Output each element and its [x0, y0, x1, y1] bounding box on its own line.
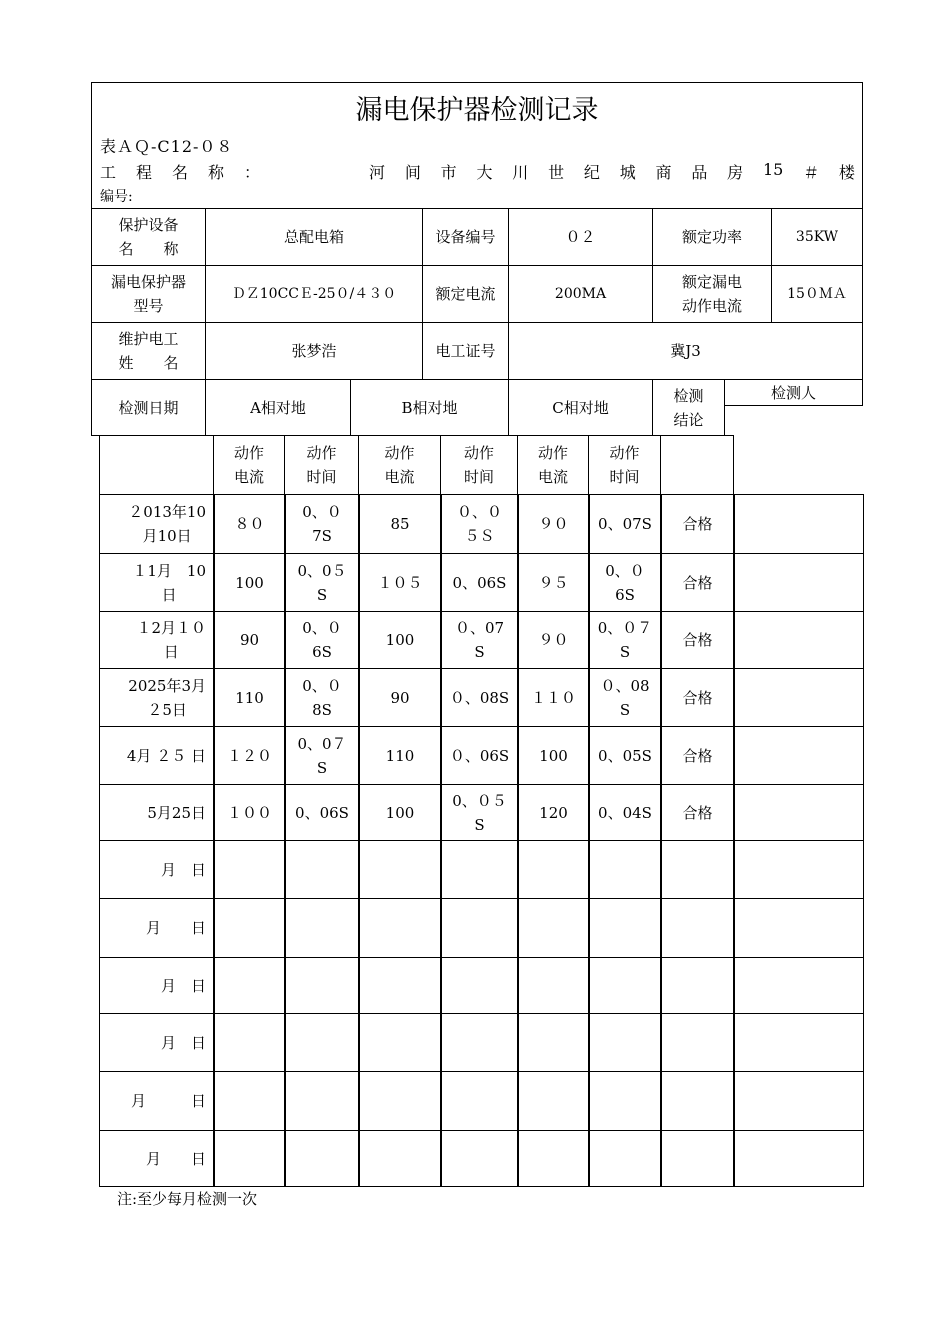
cell-b-t: ０、07 S [440, 611, 519, 669]
subheader-c-time: 动作 时间 [588, 435, 661, 495]
date-header: 检测日期 [91, 379, 206, 436]
cell-date: １2月１０ 日 [99, 611, 215, 669]
cell-result: 合格 [660, 726, 735, 785]
rated-power-value: 35KW [771, 208, 863, 266]
page-title: 漏电保护器检测记录 [355, 95, 599, 126]
cell-c-t [588, 898, 662, 958]
cell-b-t: ０、０ ５Ｓ [440, 494, 519, 554]
cell-b-i [358, 1013, 442, 1072]
phase-b-header: B相对地 [350, 379, 509, 436]
subheader-b-time: 动作 时间 [440, 435, 518, 495]
cell-a-i [213, 1013, 286, 1072]
cell-result: 合格 [660, 553, 735, 612]
cell-person [733, 840, 864, 899]
cell-b-i [358, 840, 442, 899]
cell-b-i [358, 957, 442, 1014]
cell-a-i: １００ [213, 784, 286, 841]
cell-a-t: 0、0５ S [284, 553, 360, 612]
cell-result [660, 1013, 735, 1072]
cell-date: 月 日 [99, 840, 215, 899]
cell-b-i: １０５ [358, 553, 442, 612]
cell-b-t [440, 1013, 519, 1072]
cell-a-i: 110 [213, 668, 286, 727]
project-label-char: 称 [207, 163, 224, 182]
cell-b-i: 110 [358, 726, 442, 785]
cell-b-i: 100 [358, 784, 442, 841]
cell-a-t: 0、0７ S [284, 726, 360, 785]
conclusion-header: 检测 结论 [652, 379, 725, 436]
model-label: 漏电保护器 型号 [91, 265, 206, 323]
cell-c-i: １１０ [517, 668, 590, 727]
cell-a-i: 100 [213, 553, 286, 612]
cell-b-t [440, 840, 519, 899]
cell-b-t: 0、06S [440, 553, 519, 612]
cell-person [733, 494, 864, 554]
cell-a-i [213, 957, 286, 1014]
device-name-value: 总配电箱 [205, 208, 423, 266]
cell-person [733, 898, 864, 958]
subheader-b-current: 动作 电流 [358, 435, 441, 495]
cell-b-t: ０、06S [440, 726, 519, 785]
cert-label: 电工证号 [422, 322, 509, 380]
project-value-char: ＃ [803, 163, 820, 182]
electrician-label: 维护电工 姓 名 [91, 322, 206, 380]
cell-person [733, 553, 864, 612]
cell-b-i: 90 [358, 668, 442, 727]
project-value-char: 城 [619, 163, 636, 182]
form-code: 表ＡＱ-C12-０８ [100, 137, 234, 156]
device-name-label: 保护设备 名 称 [91, 208, 206, 266]
cell-c-t [588, 1071, 662, 1131]
project-value [369, 160, 855, 183]
project-label [100, 160, 260, 183]
cell-result: 合格 [660, 784, 735, 841]
cell-b-i [358, 1130, 442, 1187]
model-value: ＤＺ10CCＥ-25０/４３０ [205, 265, 423, 323]
cell-c-i: ９５ [517, 553, 590, 612]
cell-c-i [517, 1013, 590, 1072]
cell-a-t: 0、０ 7S [284, 494, 360, 554]
cell-date: 4月 ２５ 日 [99, 726, 215, 785]
cell-result [660, 1130, 735, 1187]
cell-b-i [358, 1071, 442, 1131]
cell-a-t [284, 1071, 360, 1131]
project-value-char: 房 [727, 163, 744, 182]
cell-result [660, 898, 735, 958]
inspector-header: 检测人 [724, 379, 863, 406]
electrician-value: 张梦浩 [205, 322, 423, 380]
cert-value: 冀J3 [508, 322, 863, 380]
cell-person [733, 784, 864, 841]
cell-a-t [284, 957, 360, 1014]
cell-c-t [588, 840, 662, 899]
cell-result: 合格 [660, 668, 735, 727]
cell-c-i [517, 1130, 590, 1187]
cell-c-i [517, 957, 590, 1014]
cell-c-t [588, 1013, 662, 1072]
cell-date: 5月25日 [99, 784, 215, 841]
project-label-char: 程 [135, 163, 152, 182]
cell-c-t: ０、08 S [588, 668, 662, 727]
cell-a-i [213, 1130, 286, 1187]
cell-c-t [588, 1130, 662, 1187]
cell-person [733, 1130, 864, 1187]
project-value-char: 世 [548, 163, 565, 182]
cell-person [733, 668, 864, 727]
cell-c-i: 120 [517, 784, 590, 841]
project-name-line [100, 160, 855, 183]
cell-c-t: 0、05S [588, 726, 662, 785]
project-value-char: 15 [762, 160, 784, 179]
project-label-char: 工 [100, 163, 117, 182]
cell-date: 月 日 [99, 1013, 215, 1072]
subheader-a-current: 动作 电流 [213, 435, 285, 495]
cell-person [733, 957, 864, 1014]
cell-a-i: 90 [213, 611, 286, 669]
cell-c-t: 0、04S [588, 784, 662, 841]
project-value-char: 大 [476, 163, 493, 182]
cell-b-t [440, 898, 519, 958]
cell-a-t [284, 898, 360, 958]
rated-power-label: 额定功率 [652, 208, 772, 266]
cell-a-i [213, 840, 286, 899]
cell-a-t: 0、０ 8S [284, 668, 360, 727]
subheader-a-time: 动作 时间 [284, 435, 359, 495]
cell-result: 合格 [660, 611, 735, 669]
cell-date: 月 日 [99, 898, 215, 958]
cell-c-t: 0、０７ S [588, 611, 662, 669]
cell-result [660, 840, 735, 899]
cell-b-t [440, 1130, 519, 1187]
cell-a-t: 0、06S [284, 784, 360, 841]
project-value-char: 市 [440, 163, 457, 182]
project-value-char: 河 [369, 163, 386, 182]
rated-leak-value: 15０ＭＡ [771, 265, 863, 323]
cell-a-t [284, 840, 360, 899]
cell-c-i: ９０ [517, 611, 590, 669]
cell-a-t: 0、０ 6S [284, 611, 360, 669]
device-no-label: 设备编号 [422, 208, 509, 266]
project-value-char: 间 [404, 163, 421, 182]
cell-b-i [358, 898, 442, 958]
project-value-char: 川 [512, 163, 529, 182]
cell-date: 月 日 [99, 1130, 215, 1187]
cell-b-i: 85 [358, 494, 442, 554]
cell-b-t [440, 1071, 519, 1131]
cell-result: 合格 [660, 494, 735, 554]
cell-result [660, 957, 735, 1014]
project-label-char: ： [243, 163, 260, 182]
project-label-char: 名 [171, 163, 188, 182]
cell-c-i: ９０ [517, 494, 590, 554]
subheader-blank [99, 435, 214, 495]
cell-a-i [213, 1071, 286, 1131]
cell-a-t [284, 1013, 360, 1072]
cell-person [733, 1071, 864, 1131]
rated-current-value: 200MA [508, 265, 653, 323]
phase-a-header: A相对地 [205, 379, 351, 436]
cell-c-i [517, 898, 590, 958]
cell-c-i [517, 1071, 590, 1131]
cell-date: ２013年10 月10日 [99, 494, 215, 554]
cell-b-t: ０、08S [440, 668, 519, 727]
cell-b-t [440, 957, 519, 1014]
project-value-char: 楼 [838, 163, 855, 182]
cell-a-i [213, 898, 286, 958]
cell-c-t: 0、07S [588, 494, 662, 554]
subheader-c-current: 动作 电流 [517, 435, 589, 495]
cell-b-t: 0、０５ S [440, 784, 519, 841]
cell-date: １1月 10 日 [99, 553, 215, 612]
project-value-char: 纪 [583, 163, 600, 182]
cell-c-t: 0、０ 6S [588, 553, 662, 612]
cell-c-t [588, 957, 662, 1014]
device-no-value: ０２ [508, 208, 653, 266]
cell-person [733, 726, 864, 785]
cell-a-t [284, 1130, 360, 1187]
cell-date: 2025年3月 ２5日 [99, 668, 215, 727]
phase-c-header: C相对地 [508, 379, 653, 436]
number-label: 编号: [100, 189, 133, 205]
cell-c-i: 100 [517, 726, 590, 785]
cell-person [733, 1013, 864, 1072]
cell-person [733, 611, 864, 669]
footer-note: 注:至少每月检测一次 [117, 1190, 258, 1208]
cell-a-i: １２０ [213, 726, 286, 785]
rated-leak-label: 额定漏电 动作电流 [652, 265, 772, 323]
cell-date: 月 日 [99, 957, 215, 1014]
cell-c-i [517, 840, 590, 899]
cell-a-i: ８０ [213, 494, 286, 554]
cell-date: 月 日 [99, 1071, 215, 1131]
project-value-char: 商 [655, 163, 672, 182]
project-value-char: 品 [691, 163, 708, 182]
rated-current-label: 额定电流 [422, 265, 509, 323]
subheader-conclusion [660, 435, 734, 495]
cell-result [660, 1071, 735, 1131]
cell-b-i: 100 [358, 611, 442, 669]
